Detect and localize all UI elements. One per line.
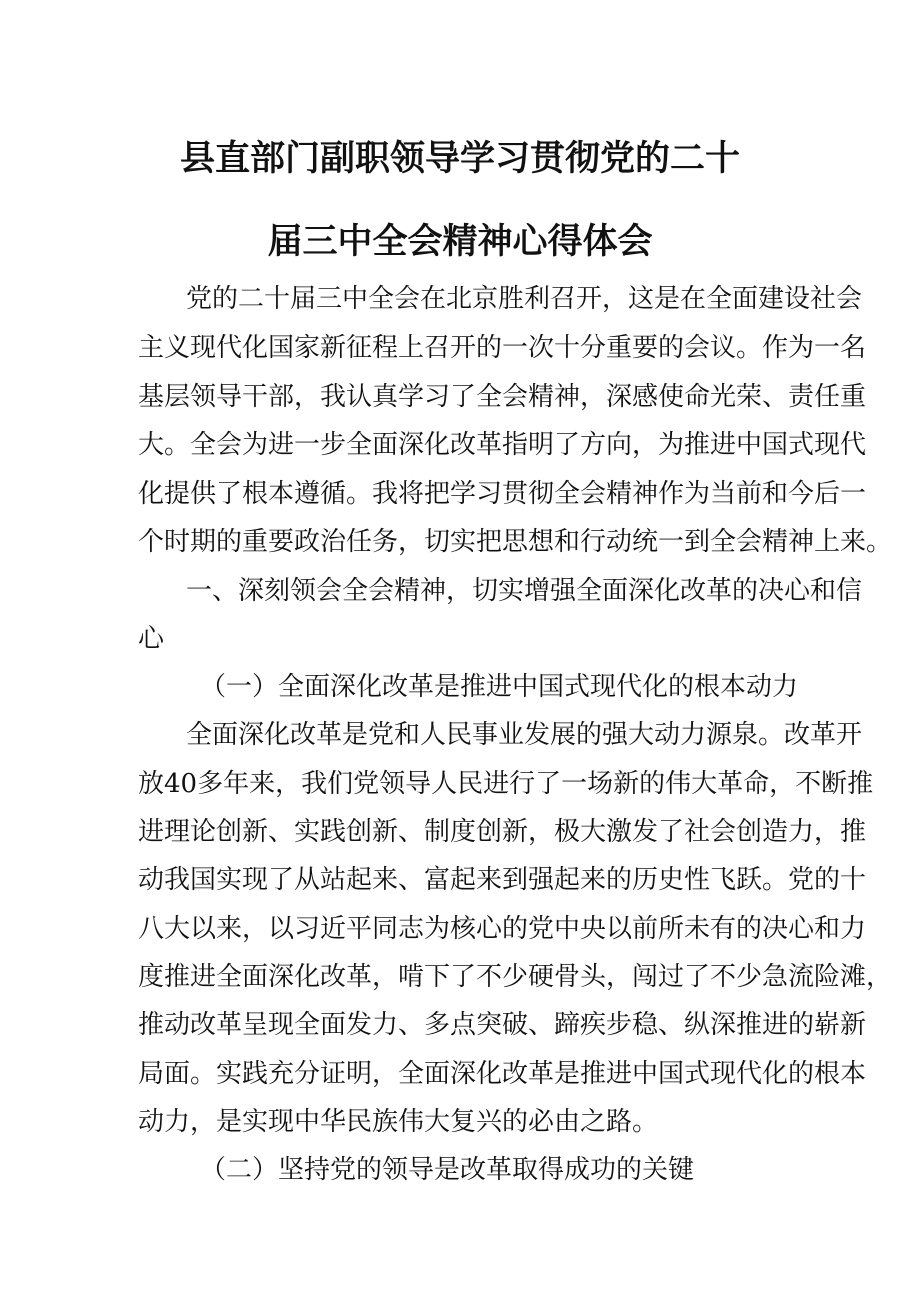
section-heading-1-line-2: 心	[138, 624, 165, 654]
section-heading-1-line-1: 一、深刻领会全会精神，切实增强全面深化改革的决心和信	[186, 576, 863, 606]
paragraph-1-line-4: 大。全会为进一步全面深化改革指明了方向，为推进中国式现代	[138, 430, 867, 460]
document-title-line-1: 县直部门副职领导学习贯彻党的二十	[179, 139, 740, 179]
subsection-heading-1: （一）全面深化改革是推进中国式现代化的根本动力	[200, 672, 799, 702]
paragraph-1-line-1: 党的二十届三中全会在北京胜利召开，这是在全面建设社会	[186, 284, 863, 314]
paragraph-2-line-8: 局面。实践充分证明，全面深化改革是推进中国式现代化的根本	[138, 1059, 867, 1089]
paragraph-2-line-5: 八大以来，以习近平同志为核心的党中央以前所未有的决心和力	[138, 914, 867, 944]
paragraph-2-line-9: 动力，是实现中华民族伟大复兴的必由之路。	[138, 1107, 659, 1137]
paragraph-2-line-2: 放40多年来，我们党领导人民进行了一场新的伟大革命，不断推	[138, 769, 874, 799]
paragraph-2-line-7: 推动改革呈现全面发力、多点突破、蹄疾步稳、纵深推进的崭新	[138, 1010, 867, 1040]
paragraph-1-line-5: 化提供了根本遵循。我将把学习贯彻全会精神作为当前和今后一	[138, 479, 867, 509]
paragraph-1-line-2: 主义现代化国家新征程上召开的一次十分重要的会议。作为一名	[138, 333, 867, 363]
subsection-heading-2: （二）坚持党的领导是改革取得成功的关键	[200, 1155, 695, 1185]
paragraph-1-line-6: 个时期的重要政治任务，切实把思想和行动统一到全会精神上来。	[138, 527, 893, 557]
paragraph-2-line-6: 度推进全面深化改革，啃下了不少硬骨头，闯过了不少急流险滩，	[138, 962, 893, 992]
paragraph-1-line-3: 基层领导干部，我认真学习了全会精神，深感使命光荣、责任重	[138, 382, 867, 412]
paragraph-2-line-1: 全面深化改革是党和人民事业发展的强大动力源泉。改革开	[186, 720, 863, 750]
paragraph-2-line-3: 进理论创新、实践创新、制度创新，极大激发了社会创造力，推	[138, 817, 867, 847]
paragraph-2-line-4: 动我国实现了从站起来、富起来到强起来的历史性飞跃。党的十	[138, 865, 867, 895]
document-title-line-2: 届三中全会精神心得体会	[267, 222, 653, 262]
